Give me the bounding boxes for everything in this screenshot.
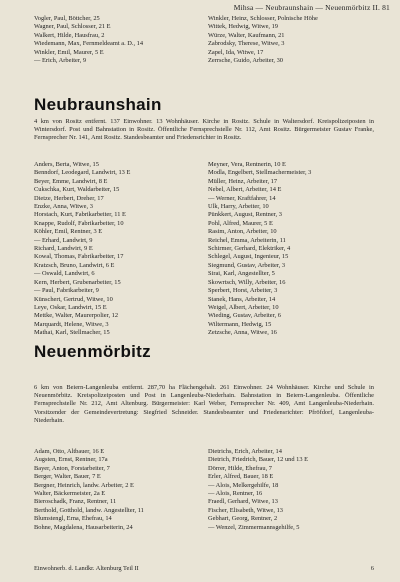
resident-entry: Mathai, Karl, Stellmacher, 15	[34, 329, 110, 337]
resident-entry: Fischer, Elisabeth, Witwe, 13	[208, 506, 283, 514]
resident-entry: — Paul, Fabrikarbeiter, 9	[34, 287, 99, 295]
residents-neuenmoerbitz	[34, 448, 374, 532]
resident-entry: Vogler, Paul, Böttcher, 25	[34, 15, 100, 22]
resident-entry: Blumstengl, Erna, Ehefrau, 14	[34, 515, 112, 523]
resident-entry: Rasim, Anton, Arbeiter, 10	[208, 228, 277, 236]
resident-entry: Meyner, Vera, Rentnerin, 10 E	[208, 161, 286, 168]
resident-entry: Wittek, Hedwig, Witwe, 19	[208, 23, 279, 31]
resident-entry: Sirai, Karl, Angestellter, 5	[208, 270, 275, 278]
section-title-neubraunshain: Neubraunshain	[34, 95, 162, 114]
resident-entry: Erler, Alfred, Bauer, 18 E	[208, 473, 274, 481]
resident-entry: Zerrsche, Guido, Arbeiter, 30	[208, 57, 283, 65]
s1-left-column	[34, 161, 200, 338]
resident-entry: Knappe, Rudolf, Fabrikarbeiter, 10	[34, 219, 124, 227]
resident-entry: Zabrodsky, Therese, Witwe, 3	[208, 40, 285, 48]
intro-text: 6 km von Beiern-Langenleuba entfernt. 287,70 ha Flächengehalt. 261 Einwohner. 24 Wohnhäuser. Kirche und Schule in Neuenmörbitz. Kreispolizeiposten und Post in Langenleuba-Niederhain. Bahnstation in Beiern-Langenleuba. Öffentliche Fernsprechstelle Nr. 212, Amt Altenburg. Bürgermeister: Karl Weber, Fernsprecher Nr. 409, Amt Langenleuba-Niederhain. Vorsitzender der Gemeindevertretung: Siegfried Schneider. Standesbeamter und Friedensrichter: Pfröfdorf, Langenleuba-Niederhain.	[34, 384, 374, 424]
footer-source: Einwohnerb. d. Landkr. Altenburg Teil II	[34, 565, 139, 572]
resident-entry: Enzke, Anna, Witwe, 3	[34, 203, 93, 211]
resident-entry: — Erhard, Landwirt, 9	[34, 236, 93, 244]
resident-entry: Sperbert, Horst, Arbeiter, 3	[208, 287, 278, 295]
resident-entry: Leye, Oskar, Landwirt, 15 E	[34, 303, 107, 311]
page-header: Mihsa — Neubraunshain — Neuenmörbitz II. 81	[233, 3, 390, 12]
resident-entry: Dietrichs, Erich, Arbeiter, 14	[208, 448, 282, 455]
resident-entry: — Werner, Kraftfahrer, 14	[208, 194, 276, 202]
s2-right-column	[208, 448, 374, 532]
resident-entry: Augsten, Ernst, Rentner, 17a	[34, 456, 108, 464]
resident-entry: Marquardt, Helene, Witwe, 3	[34, 320, 109, 328]
resident-entry: Stanek, Hans, Arbeiter, 14	[208, 295, 276, 303]
resident-entry: Bieroschadk, Franz, Rentner, 11	[34, 498, 117, 506]
resident-entry: Bergner, Heinrich, landw. Arbeiter, 2 E	[34, 481, 134, 489]
residents-neubraunshain	[34, 161, 374, 338]
resident-entry: — Wenzel, Zimmermannsgehilfe, 5	[208, 523, 300, 531]
resident-entry: Walter, Bäckermeister, 2a E	[34, 490, 106, 498]
resident-entry: — Alois, Melkergehilfe, 18	[208, 481, 279, 489]
resident-entry: Ulk, Harry, Arbeiter, 10	[208, 203, 269, 211]
section-title-neuenmoerbitz: Neuenmörbitz	[34, 342, 151, 361]
resident-entry: Dietrich, Friedrich, Bauer, 12 und 13 E	[208, 456, 309, 464]
resident-entry: Modla, Engelbert, Stellmachermeister, 3	[208, 169, 312, 177]
page-number: 6	[370, 565, 374, 572]
resident-entry: Dietze, Herbert, Dreher, 17	[34, 194, 104, 202]
top-right-column	[208, 15, 374, 65]
resident-entry: Adam, Otto, Altbauer, 16 E	[34, 448, 105, 455]
resident-entry: Dörrer, Hilde, Ehefrau, 7	[208, 464, 272, 472]
resident-entry: Bohne, Magdalena, Hausarbeiterin, 24	[34, 523, 133, 531]
resident-entry: Pohl, Alfred, Maurer, 5 E	[208, 219, 273, 227]
resident-entry: — Oswald, Landwirt, 6	[34, 270, 95, 278]
resident-entry: Siegmund, Gustav, Arbeiter, 3	[208, 261, 286, 269]
s1-right-column	[208, 161, 374, 338]
resident-entry: Köhler, Emil, Rentner, 3 E	[34, 228, 103, 236]
s2-left-column	[34, 448, 200, 532]
resident-entry: Walkert, Hilde, Hausfrau, 2	[34, 31, 105, 39]
resident-entry: Mettke, Walter, Maurerpolier, 12	[34, 312, 119, 320]
resident-entry: — Alois, Rentner, 16	[208, 490, 263, 498]
resident-entry: Pünkkert, August, Rentner, 3	[208, 211, 282, 219]
resident-entry: Nebel, Albert, Arbeiter, 14 E	[208, 186, 282, 194]
resident-entry: Wiedemann, Max, Fernmeldeamt a. D., 14	[34, 40, 144, 48]
resident-entry: Kowal, Thomas, Fabrikarbeiter, 17	[34, 253, 124, 261]
resident-entry: Kratzsch, Bruno, Landwirt, 6 E	[34, 261, 115, 269]
resident-entry: Benndorf, Leodegard, Landwirt, 13 E	[34, 169, 131, 177]
resident-entry: Bayer, Anton, Forstarbeiter, 7	[34, 464, 110, 472]
page-footer	[34, 565, 374, 572]
resident-entry: Wiltermann, Hedwig, 15	[208, 320, 272, 328]
resident-entry: Beyer, Emme, Landwirt, 8 E	[34, 177, 108, 185]
resident-entry: Weigel, Albert, Arbeiter, 10	[208, 303, 279, 311]
resident-entry: Müller, Heinz, Arbeiter, 17	[208, 177, 278, 185]
resident-entry: Fraedl, Gerhard, Witwe, 13	[208, 498, 278, 506]
resident-entry: Cukschka, Kurt, Waldarbeiter, 15	[34, 186, 120, 194]
resident-entry: Schirmer, Gerhard, Elektriker, 4	[208, 245, 291, 253]
resident-entry: Kern, Herbert, Grubenarbeiter, 15	[34, 278, 121, 286]
top-residents-block	[34, 15, 374, 65]
resident-entry: Wieding, Gustav, Arbeiter, 6	[208, 312, 281, 320]
resident-entry: Gebhart, Georg, Rentner, 2	[208, 515, 278, 523]
resident-entry: Richard, Landwirt, 9 E	[34, 245, 93, 253]
resident-entry: Zetzsche, Anna, Witwe, 16	[208, 329, 277, 337]
resident-entry: Zapel, Ida, Witwe, 17	[208, 48, 264, 56]
resident-entry: Berger, Walter, Bauer, 7 E	[34, 473, 101, 481]
resident-entry: Reichel, Emma, Arbeiterin, 11	[208, 236, 286, 244]
resident-entry: Würze, Walter, Kaufmann, 21	[208, 31, 285, 39]
resident-entry: Künschert, Gertrud, Witwe, 10	[34, 295, 113, 303]
section-intro-neuenmoerbitz	[34, 384, 374, 425]
resident-entry: Anders, Berta, Witwe, 15	[34, 161, 99, 168]
resident-entry: Schlegel, August, Ingenieur, 15	[208, 253, 289, 261]
resident-entry: Horstach, Kurt, Fabrikarbeiter, 11 E	[34, 211, 126, 219]
resident-entry: Winkler, Emil, Maurer, 5 E	[34, 48, 104, 56]
resident-entry: Berthold, Gotthold, landw. Angestellter, 11	[34, 506, 144, 514]
section-intro-neubraunshain	[34, 118, 374, 143]
intro-text: 4 km von Rositz entfernt. 137 Einwohner. 13 Wohnhäuser. Kirche in Rositz. Schule in Waltersdorf. Kreispolizeiposten in Wintersdorf. Post und Bahnstation in Rositz. Öffentliche Fernsprechstelle Nr. 112, Amt Rositz. Bürgermeister Gustav Franke, Fernsprecher Nr. 141, Amt Rositz. Standesbeamter und Friedensrichter in Rositz.	[34, 118, 374, 142]
top-left-column	[34, 15, 200, 65]
resident-entry: Skowrtsch, Willy, Arbeiter, 16	[208, 278, 286, 286]
resident-entry: — Erich, Arbeiter, 9	[34, 57, 87, 65]
resident-entry: Wagner, Paul, Schlosser, 21 E	[34, 23, 111, 31]
resident-entry: Winkler, Heinz, Schlosser, Polnische Höhe	[208, 15, 318, 22]
